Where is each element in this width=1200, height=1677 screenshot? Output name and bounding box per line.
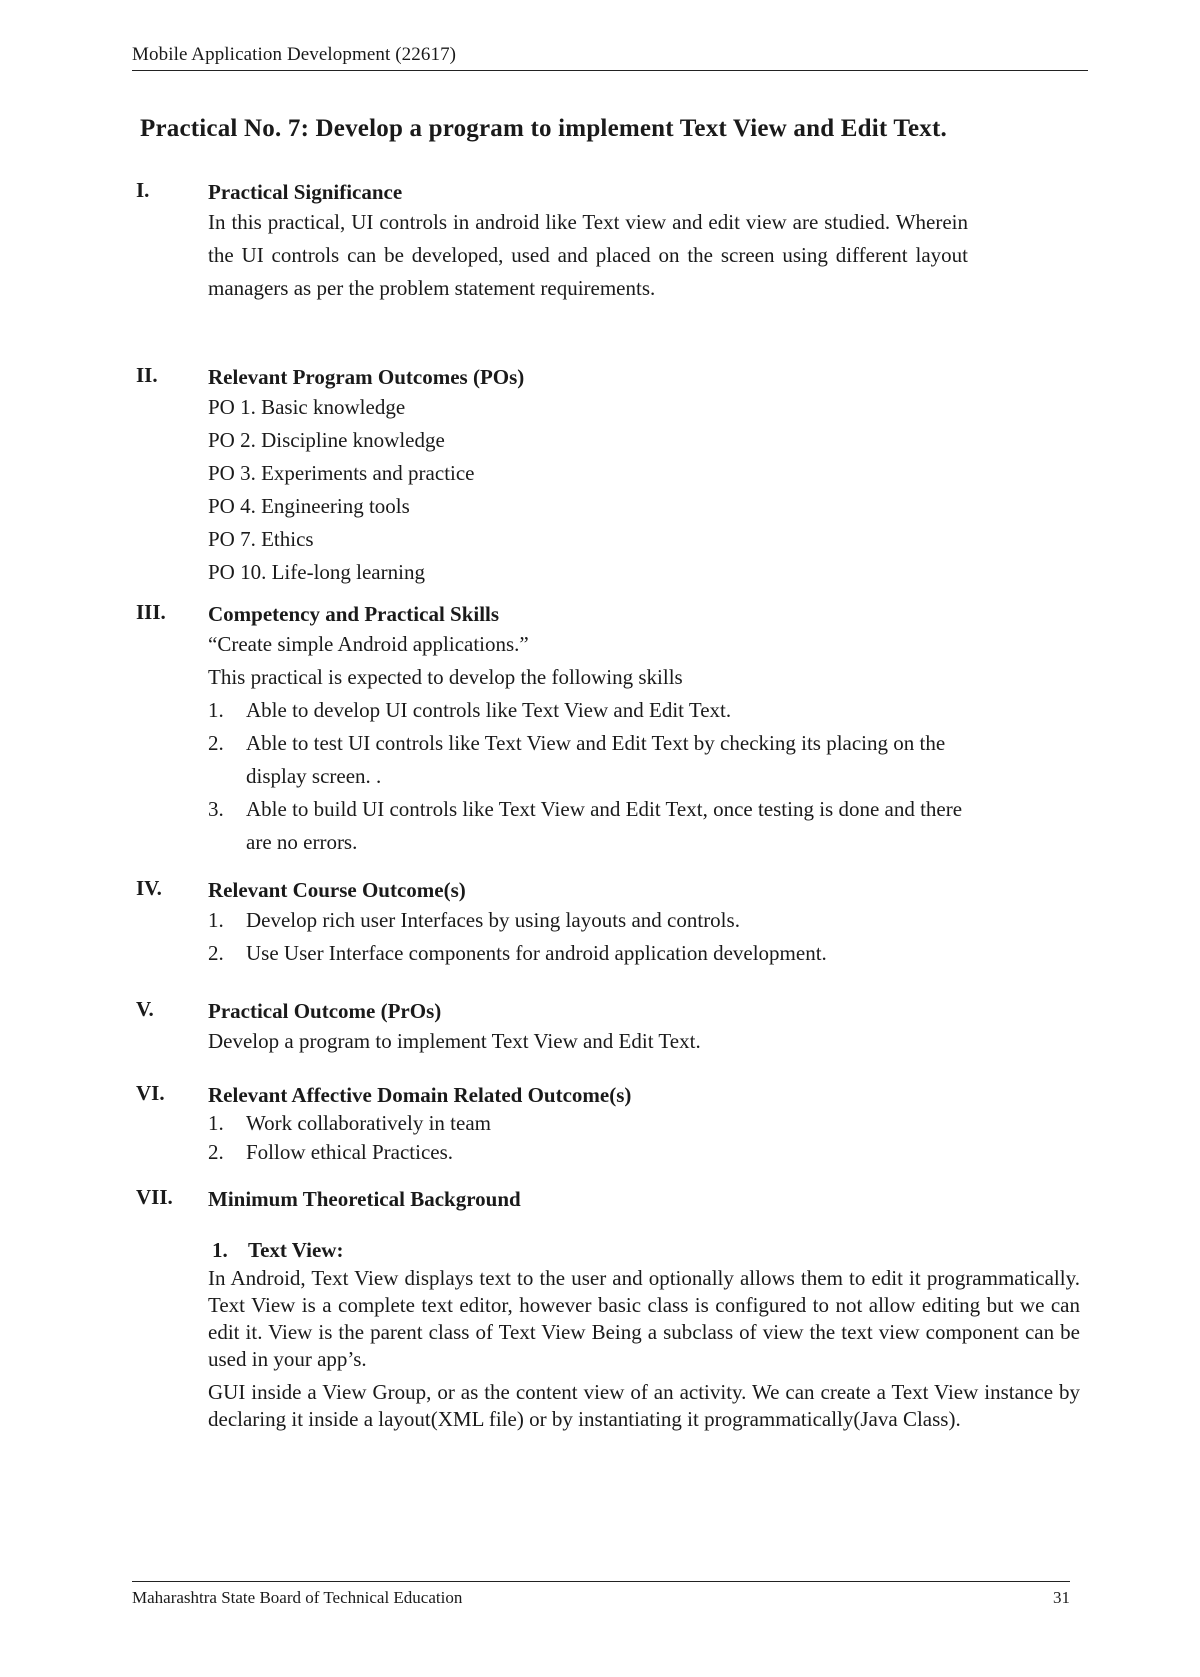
list-item	[208, 694, 968, 727]
list-text: Follow ethical Practices.	[246, 1140, 454, 1164]
list-number: 1.	[208, 908, 224, 932]
section-number: II.	[136, 363, 158, 387]
page-footer	[132, 1581, 1070, 1608]
competency-quote: “Create simple Android applications.”	[208, 632, 529, 656]
list-text: Develop rich user Interfaces by using layouts and controls.	[246, 908, 740, 932]
list-item	[208, 937, 1068, 970]
list-item	[208, 904, 1068, 937]
section-paragraph: In this practical, UI controls in android like Text view and edit view are studied. Wherein the UI controls can be developed, used and placed on the screen using different layout managers as per the problem statement requirements.	[208, 210, 968, 300]
list-number: 1.	[208, 1111, 224, 1135]
section-paragraph: In Android, Text View displays text to the user and optionally allows them to edit it programmatically. Text View is a complete text editor, however basic class is configured to not allow editing but we can edit it. View is the parent class of Text View Being a subclass of view the text view component can be used in your app’s.	[208, 1266, 1080, 1371]
subsection-title: Text View:	[248, 1238, 344, 1262]
list-item	[208, 793, 968, 859]
section-heading: Practical Outcome (PrOs)	[208, 999, 442, 1023]
section-heading: Minimum Theoretical Background	[208, 1187, 521, 1211]
list-item	[208, 1138, 1096, 1167]
list-number: 3.	[208, 797, 224, 821]
list-text: Able to build UI controls like Text View and Edit Text, once testing is done and there are no errors.	[246, 797, 963, 854]
section-number: I.	[136, 178, 150, 202]
subsection-number: 1.	[212, 1238, 228, 1262]
list-item: PO 3. Experiments and practice	[208, 461, 475, 485]
list-item: PO 2. Discipline knowledge	[208, 428, 445, 452]
course-outcomes-list	[208, 904, 1068, 970]
section-number: IV.	[136, 876, 162, 900]
list-item: PO 4. Engineering tools	[208, 494, 410, 518]
running-header: Mobile Application Development (22617)	[132, 44, 1088, 71]
section-heading: Relevant Program Outcomes (POs)	[208, 365, 525, 389]
skills-list	[208, 694, 968, 859]
subsection-heading	[208, 1235, 1096, 1265]
list-item: PO 1. Basic knowledge	[208, 395, 406, 419]
list-item	[208, 727, 968, 793]
list-text: Work collaboratively in team	[246, 1111, 491, 1135]
section-number: VI.	[136, 1081, 165, 1105]
footer-institution: Maharashtra State Board of Technical Education	[132, 1588, 463, 1607]
section-number: VII.	[136, 1185, 173, 1209]
section-heading: Relevant Affective Domain Related Outcome(s)	[208, 1083, 632, 1107]
section-heading: Competency and Practical Skills	[208, 602, 500, 626]
affective-outcomes-list	[208, 1109, 1096, 1167]
page-title: Practical No. 7: Develop a program to implement Text View and Edit Text.	[140, 115, 947, 142]
section-heading: Practical Significance	[208, 180, 403, 204]
page-number: 31	[1053, 1588, 1070, 1607]
list-number: 1.	[208, 698, 224, 722]
list-number: 2.	[208, 1140, 224, 1164]
list-text: Able to test UI controls like Text View and Edit Text by checking its placing on the display screen. .	[246, 731, 946, 788]
list-item: PO 7. Ethics	[208, 527, 314, 551]
section-number: V.	[136, 997, 154, 1021]
list-item: PO 10. Life-long learning	[208, 560, 425, 584]
list-item	[208, 1109, 1096, 1138]
section-paragraph: GUI inside a View Group, or as the content view of an activity. We can create a Text View instance by declaring it inside a layout(XML file) or by instantiating it programmatically(Java Class).	[208, 1380, 1080, 1431]
list-text: Able to develop UI controls like Text View and Edit Text.	[246, 698, 732, 722]
section-number: III.	[136, 600, 166, 624]
section-heading: Relevant Course Outcome(s)	[208, 878, 466, 902]
list-number: 2.	[208, 941, 224, 965]
section-paragraph: Develop a program to implement Text View and Edit Text.	[208, 1029, 701, 1053]
skills-intro: This practical is expected to develop the following skills	[208, 665, 683, 689]
list-number: 2.	[208, 731, 224, 755]
list-text: Use User Interface components for android application development.	[246, 941, 827, 965]
